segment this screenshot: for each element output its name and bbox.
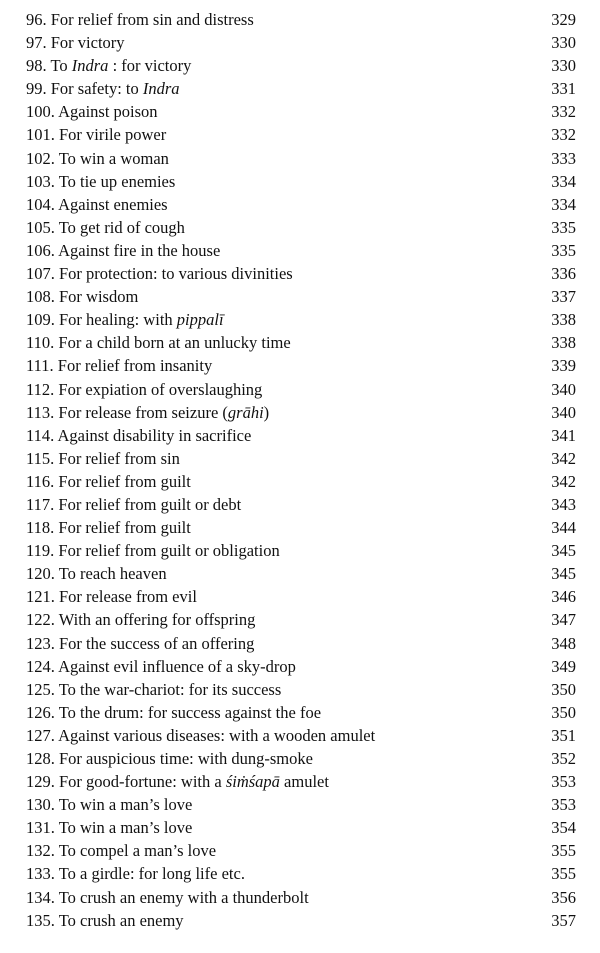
entry-title-text: Against evil influence of a sky-drop (58, 656, 296, 676)
entry-title (26, 193, 168, 216)
contents-entry (0, 562, 600, 585)
entry-title (26, 308, 224, 331)
entry-page-number: 339 (551, 356, 576, 376)
entry-page-number: 333 (551, 148, 576, 168)
entry-title-text: For healing: with (59, 310, 177, 330)
entry-page-number: 357 (551, 910, 576, 930)
contents-entry (0, 608, 600, 631)
entry-title-text: With an offering for offspring (58, 610, 256, 630)
entry-title-text: For wisdom (59, 287, 139, 307)
entry-title-text: For expiation of overslaughing (58, 379, 263, 399)
contents-entry (0, 100, 600, 123)
entry-number: 121. (26, 587, 55, 607)
entry-title (26, 816, 192, 839)
contents-page (0, 8, 600, 932)
entry-number: 110. (26, 333, 55, 353)
contents-entry (0, 378, 600, 401)
entry-number: 101. (26, 125, 55, 145)
entry-title-text: To get rid of cough (58, 217, 185, 237)
entry-title-text: To compel a man’s love (58, 841, 217, 861)
entry-title-text: To a girdle: for long life etc. (58, 864, 245, 884)
entry-page-number: 349 (551, 656, 576, 676)
contents-entry (0, 747, 600, 770)
entry-title-text: To (50, 56, 72, 76)
entry-title-after: amulet (279, 772, 329, 792)
entry-title (26, 123, 166, 146)
entry-title (26, 632, 254, 655)
entry-page-number: 330 (551, 56, 576, 76)
contents-entry (0, 539, 600, 562)
entry-page-number: 329 (551, 10, 576, 29)
entry-title-text: For relief from guilt (58, 471, 191, 491)
entry-title-text: For protection: to various divinities (59, 264, 293, 284)
entry-page-number: 355 (551, 864, 576, 884)
contents-entry (0, 170, 600, 193)
entry-title-text: Against various diseases: with a wooden amulet (58, 725, 376, 745)
contents-entry (0, 516, 600, 539)
entry-number: 125. (26, 679, 55, 699)
entry-title (26, 585, 197, 608)
contents-entry (0, 678, 600, 701)
entry-title (26, 354, 212, 377)
entry-page-number: 346 (551, 587, 576, 607)
entry-title-text: To win a woman (58, 148, 169, 168)
entry-title-text: To win a man’s love (58, 795, 193, 815)
entry-title (26, 909, 184, 932)
contents-list (0, 8, 600, 932)
entry-title (26, 724, 375, 747)
entry-title (26, 8, 254, 31)
contents-entry (0, 909, 600, 932)
entry-title-text: For relief from sin and distress (50, 10, 254, 29)
entry-number: 113. (26, 402, 55, 422)
entry-number: 132. (26, 841, 55, 861)
contents-entry (0, 401, 600, 424)
entry-title-text: Against enemies (58, 194, 168, 214)
entry-title (26, 678, 281, 701)
contents-entry (0, 632, 600, 655)
contents-entry (0, 447, 600, 470)
entry-title-text: For good-fortune: with a (59, 772, 226, 792)
contents-entry (0, 262, 600, 285)
contents-entry (0, 193, 600, 216)
entry-page-number: 338 (551, 310, 576, 330)
entry-page-number: 342 (551, 471, 576, 491)
entry-number: 97. (26, 33, 47, 53)
entry-title (26, 793, 192, 816)
contents-entry (0, 470, 600, 493)
entry-page-number: 343 (551, 494, 576, 514)
contents-entry (0, 886, 600, 909)
contents-entry (0, 493, 600, 516)
contents-entry (0, 793, 600, 816)
entry-number: 127. (26, 725, 55, 745)
entry-title (26, 516, 191, 539)
entry-title (26, 170, 175, 193)
entry-title (26, 862, 245, 885)
entry-number: 99. (26, 79, 47, 99)
entry-title (26, 285, 138, 308)
entry-page-number: 350 (551, 679, 576, 699)
entry-title (26, 886, 309, 909)
entry-page-number: 345 (551, 564, 576, 584)
contents-entry (0, 862, 600, 885)
entry-page-number: 348 (551, 633, 576, 653)
entry-page-number: 334 (551, 171, 576, 191)
entry-number: 124. (26, 656, 55, 676)
entry-title (26, 331, 291, 354)
entry-title (26, 493, 241, 516)
entry-page-number: 335 (551, 217, 576, 237)
entry-number: 119. (26, 541, 55, 561)
entry-title (26, 31, 125, 54)
entry-title-italic: Indra (71, 56, 109, 76)
entry-number: 107. (26, 264, 55, 284)
entry-title (26, 378, 262, 401)
entry-page-number: 351 (551, 725, 576, 745)
entry-title-text: To reach heaven (58, 564, 167, 584)
entry-title-italic: Indra (142, 79, 180, 99)
entry-title-text: For release from evil (59, 587, 197, 607)
entry-title-text: Against fire in the house (58, 240, 221, 260)
entry-title (26, 839, 216, 862)
entry-title-text: To crush an enemy (58, 910, 184, 930)
entry-page-number: 345 (551, 541, 576, 561)
entry-title (26, 77, 180, 100)
entry-number: 122. (26, 610, 55, 630)
entry-page-number: 347 (551, 610, 576, 630)
contents-entry (0, 147, 600, 170)
entry-title (26, 608, 255, 631)
entry-number: 117. (26, 494, 55, 514)
entry-number: 120. (26, 564, 55, 584)
entry-number: 118. (26, 518, 55, 538)
entry-number: 102. (26, 148, 55, 168)
entry-title-text: For the success of an offering (59, 633, 255, 653)
entry-title (26, 539, 280, 562)
contents-entry (0, 331, 600, 354)
entry-title (26, 262, 293, 285)
entry-number: 116. (26, 471, 55, 491)
entry-page-number: 344 (551, 518, 576, 538)
entry-title (26, 701, 321, 724)
entry-title (26, 447, 180, 470)
entry-title (26, 562, 167, 585)
entry-title-text: For a child born at an unlucky time (58, 333, 291, 353)
entry-number: 108. (26, 287, 55, 307)
entry-title (26, 54, 191, 77)
entry-title (26, 470, 191, 493)
entry-title-text: For release from seizure ( (58, 402, 228, 422)
entry-number: 128. (26, 749, 55, 768)
entry-number: 104. (26, 194, 55, 214)
entry-title-text: For relief from guilt or obligation (58, 541, 280, 561)
entry-page-number: 342 (551, 448, 576, 468)
entry-number: 123. (26, 633, 55, 653)
entry-title-text: To tie up enemies (58, 171, 176, 191)
entry-page-number: 330 (551, 33, 576, 53)
entry-page-number: 335 (551, 240, 576, 260)
entry-page-number: 332 (551, 125, 576, 145)
contents-entry (0, 31, 600, 54)
entry-title (26, 747, 313, 770)
entry-number: 135. (26, 910, 55, 930)
entry-title (26, 147, 169, 170)
contents-entry (0, 8, 600, 31)
entry-title (26, 770, 329, 793)
contents-entry (0, 724, 600, 747)
entry-number: 126. (26, 702, 55, 722)
entry-title (26, 655, 296, 678)
entry-page-number: 353 (551, 772, 576, 792)
entry-title-text: Against disability in sacrifice (57, 425, 252, 445)
entry-page-number: 332 (551, 102, 576, 122)
entry-page-number: 340 (551, 379, 576, 399)
contents-entry (0, 123, 600, 146)
entry-title-text: For auspicious time: with dung-smoke (59, 749, 313, 768)
entry-page-number: 336 (551, 264, 576, 284)
entry-number: 109. (26, 310, 55, 330)
entry-number: 106. (26, 240, 55, 260)
entry-title-text: To the war-chariot: for its success (58, 679, 282, 699)
entry-number: 114. (26, 425, 55, 445)
contents-entry (0, 285, 600, 308)
entry-page-number: 340 (551, 402, 576, 422)
entry-page-number: 356 (551, 887, 576, 907)
entry-title (26, 424, 251, 447)
entry-page-number: 355 (551, 841, 576, 861)
contents-entry (0, 770, 600, 793)
entry-number: 131. (26, 818, 55, 838)
contents-entry (0, 424, 600, 447)
entry-number: 111. (26, 356, 54, 376)
entry-number: 98. (26, 56, 47, 76)
entry-title-text: For relief from guilt (58, 518, 191, 538)
entry-title (26, 100, 158, 123)
entry-number: 96. (26, 10, 47, 29)
contents-entry (0, 54, 600, 77)
entry-title-text: For safety: to (50, 79, 143, 99)
entry-page-number: 352 (551, 749, 576, 768)
entry-title-after: ) (263, 402, 270, 422)
contents-entry (0, 816, 600, 839)
contents-entry (0, 585, 600, 608)
entry-number: 133. (26, 864, 55, 884)
entry-title (26, 239, 220, 262)
entry-title-text: For virile power (59, 125, 167, 145)
entry-page-number: 337 (551, 287, 576, 307)
entry-title-text: For relief from sin (58, 448, 180, 468)
entry-title-italic: śiṁśapā (225, 772, 280, 792)
entry-title-after: : for victory (108, 56, 192, 76)
entry-title (26, 401, 269, 424)
entry-title-italic: pippalī (176, 310, 224, 330)
entry-number: 115. (26, 448, 55, 468)
contents-entry (0, 308, 600, 331)
entry-number: 103. (26, 171, 55, 191)
entry-title-text: To win a man’s love (58, 818, 193, 838)
entry-number: 105. (26, 217, 55, 237)
entry-title-text: Against poison (58, 102, 158, 122)
entry-page-number: 331 (551, 79, 576, 99)
entry-title-text: For relief from guilt or debt (58, 494, 242, 514)
entry-page-number: 353 (551, 795, 576, 815)
contents-entry (0, 216, 600, 239)
entry-number: 112. (26, 379, 55, 399)
entry-title-text: For victory (50, 33, 125, 53)
entry-page-number: 341 (551, 425, 576, 445)
contents-entry (0, 839, 600, 862)
contents-entry (0, 77, 600, 100)
contents-entry (0, 701, 600, 724)
entry-title (26, 216, 185, 239)
entry-page-number: 338 (551, 333, 576, 353)
entry-title-text: To the drum: for success against the foe (58, 702, 322, 722)
entry-number: 130. (26, 795, 55, 815)
contents-entry (0, 239, 600, 262)
entry-number: 100. (26, 102, 55, 122)
entry-page-number: 354 (551, 818, 576, 838)
entry-page-number: 334 (551, 194, 576, 214)
entry-number: 129. (26, 772, 55, 792)
contents-entry (0, 354, 600, 377)
entry-title-italic: grāhi (227, 402, 264, 422)
entry-page-number: 350 (551, 702, 576, 722)
entry-number: 134. (26, 887, 55, 907)
entry-title-text: To crush an enemy with a thunderbolt (58, 887, 309, 907)
contents-entry (0, 655, 600, 678)
entry-title-text: For relief from insanity (57, 356, 213, 376)
